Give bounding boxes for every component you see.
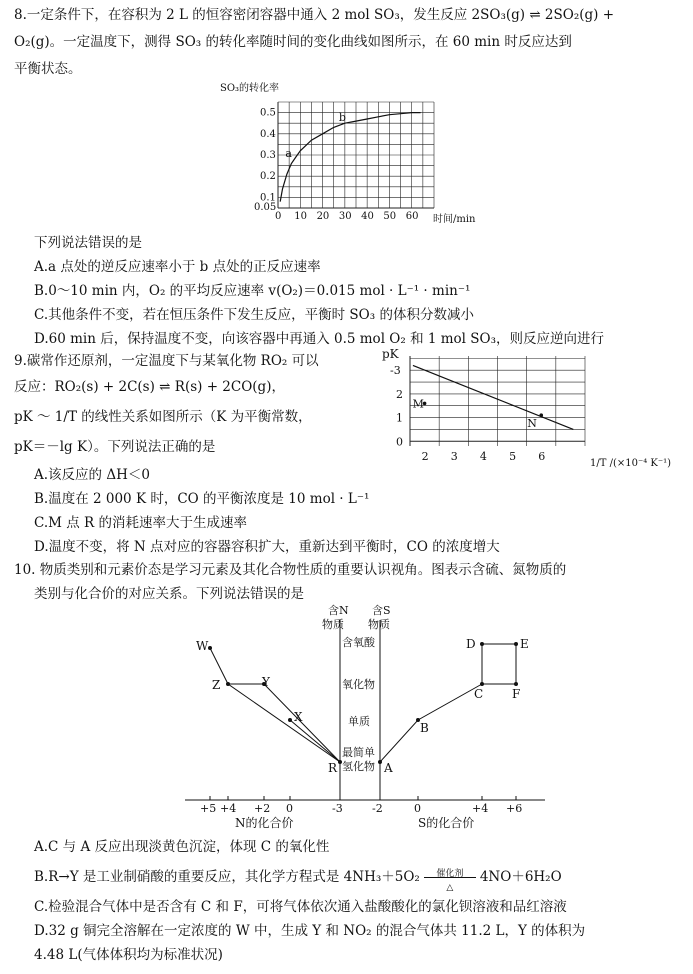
chart2-xtick: 2: [421, 450, 429, 463]
chart2-points: [413, 397, 543, 430]
q8-line1: 8.一定条件下，在容积为 2 L 的恒容密闭容器中通入 2 mol SO₃，发生反应 2SO₃(g) ⇌ 2SO₂(g) +: [14, 7, 615, 23]
n-tick-0: 0: [286, 802, 293, 815]
q10-line1: 10. 物质类别和元素价态是学习元素及其化合物性质的重要认识视角。图表示含硫、氮物质的: [14, 562, 567, 578]
label-x: X: [294, 710, 303, 724]
chart1-xtick: 20: [316, 211, 330, 222]
q9-line1: 9.碳常作还原剂，一定温度下与某氧化物 RO₂ 可以: [14, 353, 319, 369]
chart-so3-conversion: [218, 80, 498, 230]
label-r: R: [328, 761, 338, 775]
n-tick-p5: +5: [200, 802, 217, 815]
q10-option-b: [34, 868, 562, 893]
diagram-n-s-valence: [170, 600, 570, 830]
chart1-xtick: 40: [361, 211, 374, 222]
chart1-xtick: 0: [275, 211, 282, 222]
label-e: E: [520, 637, 529, 651]
cat-hydride-1: 最简单: [342, 746, 375, 759]
point-a: [378, 760, 382, 764]
point-z: [226, 682, 230, 686]
chart1-xtick: 10: [294, 211, 308, 222]
chart2-ticks: [390, 364, 545, 463]
q10-option-d-2: 4.48 L(气体体积均为标准状况): [34, 947, 223, 963]
s-tick-0: 0: [414, 802, 421, 815]
chart1-grid: [278, 102, 434, 208]
chart1-annotation-b: b: [338, 111, 346, 125]
chart1-ytick: 0.3: [260, 150, 276, 161]
point-e: [514, 642, 518, 646]
q10-b-heat: △: [446, 883, 454, 893]
s-axis-title-2: 物质: [368, 618, 390, 631]
point-f: [514, 682, 518, 686]
q9-option-a: A.该反应的 ΔH＜0: [34, 467, 150, 483]
chart2-ytick: 1: [396, 411, 403, 425]
q8-option-a: A.a 点处的逆反应速率小于 b 点处的正反应速率: [34, 259, 321, 275]
chart2-ylabel: pK: [382, 347, 399, 361]
chart1-curve: [280, 113, 420, 202]
s-xlabel: S的化合价: [418, 816, 475, 830]
chart2-ytick: -3: [390, 364, 401, 378]
q10-option-c: C.检验混合气体中是否含有 C 和 F，可将气体依次通入盐酸酸化的氯化钡溶液和品红溶液: [34, 899, 567, 915]
chart-pk-vs-invT: [380, 346, 690, 476]
point-c: [480, 682, 484, 686]
label-w: W: [196, 639, 209, 653]
q9-line4: pK＝－lg K）。下列说法正确的是: [14, 439, 216, 455]
q8-line3: 平衡状态。: [14, 61, 82, 77]
q8-option-b: B.0～10 min 内，O₂ 的平均反应速率 v(O₂)＝0.015 mol · L⁻¹ · min⁻¹: [34, 283, 471, 299]
n-tick-m3: -3: [332, 802, 343, 815]
chart1-ytick: 0.4: [260, 128, 276, 140]
chart2-grid: [410, 356, 585, 446]
q8-line2: O₂(g)。一定温度下，测得 SO₃ 的转化率随时间的变化曲线如图所示，在 60 min 时反应达到: [14, 34, 572, 50]
chart1-annotation-a: a: [285, 147, 292, 161]
q9-option-c: C.M 点 R 的消耗速率大于生成速率: [34, 515, 248, 531]
chart2-xtick: 3: [450, 450, 458, 463]
chart1-ytick: 0.2: [260, 171, 276, 183]
chart1-ytick: 0.5: [260, 107, 276, 119]
point-x: [288, 718, 292, 722]
label-z: Z: [212, 678, 221, 692]
n-axis-title-2: 物质: [322, 618, 344, 631]
chart2-ytick: 0: [396, 435, 403, 449]
q10-line2: 类别与化合价的对应关系。下列说法错误的是: [34, 586, 304, 602]
cat-element: 单质: [348, 715, 370, 728]
s-axis-title-1: 含S: [372, 604, 391, 617]
n-tick-p2: +2: [254, 802, 271, 815]
label-c: C: [474, 687, 484, 701]
q10-option-a: A.C 与 A 反应出现淡黄色沉淀，体现 C 的氧化性: [34, 839, 330, 855]
chart2-point-N: [539, 413, 543, 417]
chart1-ylabel: SO₃的转化率: [220, 83, 280, 94]
q9-option-d: D.温度不变，将 N 点对应的容器容积扩大，重新达到平衡时，CO 的浓度增大: [34, 539, 500, 555]
q10-b-catalyst: 催化剂: [436, 869, 464, 879]
chart2-ytick: 2: [396, 387, 403, 401]
chart1-ytick: 0.1: [260, 192, 276, 204]
q10-option-b-pre: B.R→Y 是工业制硝酸的重要反应，其化学方程式是 4NH₃＋5O₂: [34, 869, 420, 885]
point-d: [480, 642, 484, 646]
q9-line3: pK ～ 1/T 的线性关系如图所示（K 为平衡常数，: [14, 409, 312, 425]
s-tick-m2: -2: [372, 802, 383, 815]
n-xlabel: N的化合价: [235, 816, 294, 830]
s-tick-p4: +4: [472, 802, 489, 815]
point-r: [338, 760, 342, 764]
chart2-line: [413, 365, 573, 429]
label-f: F: [512, 687, 521, 701]
chart2-label-N: N: [527, 417, 537, 431]
chart2-xtick: 4: [479, 450, 487, 463]
cat-oxide: 氧化物: [342, 678, 375, 691]
chart2-xlabel: 1/T /(×10⁻⁴ K⁻¹): [590, 458, 672, 469]
label-y: Y: [262, 675, 270, 689]
n-tick-p4: +4: [220, 802, 237, 815]
chart1-annotations: [285, 111, 346, 160]
q8-option-c: C.其他条件不变，若在恒压条件下发生反应，平衡时 SO₃ 的体积分数减小: [34, 307, 474, 323]
q10-option-b-post: 4NO＋6H₂O: [479, 869, 562, 885]
cat-hydride-2: 氢化物: [342, 760, 375, 773]
q8-option-d: D.60 min 后，保持温度不变，向该容器中再通入 0.5 mol O₂ 和 1 mol SO₃，则反应逆向进行: [34, 331, 605, 347]
chart1-xtick: 50: [383, 211, 397, 222]
chart1-ytick: 0.05: [254, 202, 277, 213]
chart2-xtick: 5: [509, 450, 517, 463]
label-b: B: [420, 721, 429, 735]
chart1-ticks: [254, 108, 418, 222]
chart1-xtick: 30: [338, 211, 352, 222]
q8-stem: 下列说法错误的是: [34, 235, 142, 251]
chart2-xtick: 6: [538, 450, 546, 463]
q9-line2: 反应：RO₂(s) + 2C(s) ⇌ R(s) + 2CO(g)，: [14, 379, 285, 395]
label-a: A: [384, 761, 393, 775]
n-axis-title-1: 含N: [328, 604, 349, 617]
chart1-xlabel: 时间/min: [433, 214, 476, 225]
label-d: D: [466, 637, 476, 651]
chart2-label-M: M: [412, 397, 424, 411]
q9-option-b: B.温度在 2 000 K 时，CO 的平衡浓度是 10 mol · L⁻¹: [34, 491, 370, 507]
s-tick-p6: +6: [506, 802, 523, 815]
q10-option-d-1: D.32 g 铜完全溶解在一定浓度的 W 中，生成 Y 和 NO₂ 的混合气体共 11.2 L，Y 的体积为: [34, 923, 586, 939]
cat-oxyacid: 含氧酸: [342, 636, 375, 649]
point-w: [208, 646, 212, 650]
chart1-xtick: 60: [405, 211, 419, 222]
